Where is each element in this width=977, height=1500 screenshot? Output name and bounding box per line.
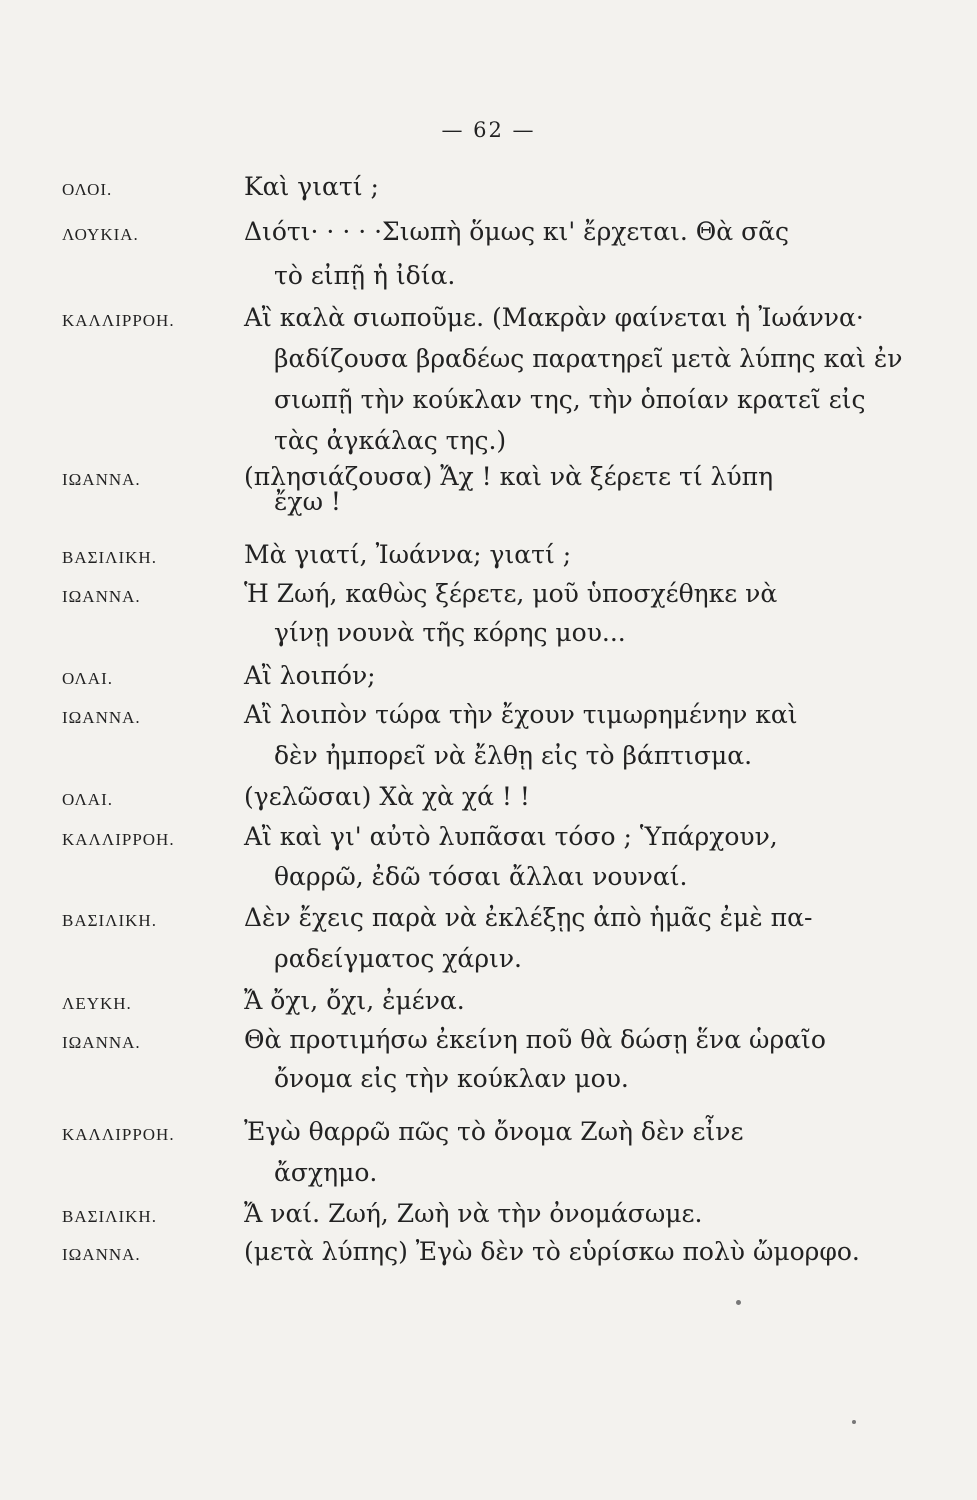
speech-line: (πλησιάζουσα) Ἄχ ! καὶ νὰ ξέρετε τί λύπη	[244, 462, 774, 491]
speaker-label: ΒΑΣΙΛΙΚΗ.	[62, 548, 157, 567]
speech-line: Δὲν ἔχεις παρὰ νὰ ἐκλέξῃς ἀπὸ ἡμᾶς ἐμὲ πα-	[244, 903, 813, 932]
speaker-label: ΚΑΛΛΙΡΡΟΗ.	[62, 1125, 175, 1144]
ink-speck	[852, 1420, 856, 1424]
page-number: — 62 —	[441, 118, 536, 142]
speech-line: βαδίζουσα βραδέως παρατηρεῖ μετὰ λύπης καὶ ἐν	[274, 344, 903, 373]
speech-line: Ἡ Ζωή, καθὼς ξέρετε, μοῦ ὑποσχέθηκε νὰ	[244, 579, 778, 608]
speech-line: Ἄ ὄχι, ὄχι, ἐμένα.	[244, 986, 465, 1015]
speech-line: τὸ εἰπῇ ἡ ἰδία.	[274, 261, 456, 290]
speech-line: (μετὰ λύπης) Ἐγὼ δὲν τὸ εὑρίσκω πολὺ ὤμορφο.	[244, 1237, 860, 1266]
speech-line: θαρρῶ, ἐδῶ τόσαι ἄλλαι νουναί.	[274, 862, 688, 891]
speech-line: Αἲ λοιπὸν τώρα τὴν ἔχουν τιμωρημένην καὶ	[244, 700, 798, 729]
speaker-label: ΒΑΣΙΛΙΚΗ.	[62, 911, 157, 930]
speech-line: τὰς ἀγκάλας της.)	[274, 426, 507, 455]
speech-line: σιωπῇ τὴν κούκλαν της, τὴν ὁποίαν κρατεῖ εἰς	[274, 385, 866, 414]
speaker-label: ΒΑΣΙΛΙΚΗ.	[62, 1207, 157, 1226]
speaker-label: ΟΛΟΙ.	[62, 180, 113, 199]
speaker-label: ΙΩΑΝΝΑ.	[62, 708, 141, 727]
speech-line: ὄνομα εἰς τὴν κούκλαν μου.	[274, 1064, 629, 1093]
speech-line: (γελῶσαι) Χὰ χὰ χά ! !	[244, 782, 530, 811]
speaker-label: ΚΑΛΛΙΡΡΟΗ.	[62, 830, 175, 849]
speech-line: δὲν ἠμπορεῖ νὰ ἔλθῃ εἰς τὸ βάπτισμα.	[274, 741, 753, 770]
speech-line: Μὰ γιατί, Ἰωάννα; γιατί ;	[244, 540, 572, 569]
speech-line: Αἲ καλὰ σιωποῦμε. (Μακρὰν φαίνεται ἡ Ἰωάννα·	[244, 303, 864, 332]
speech-line: ραδείγματος χάριν.	[274, 944, 522, 973]
speech-line: ἄσχημο.	[274, 1158, 378, 1187]
speaker-label: ΙΩΑΝΝΑ.	[62, 470, 141, 489]
speech-line: ἔχω !	[274, 487, 341, 516]
speech-line: Αἲ καὶ γι' αὐτὸ λυπᾶσαι τόσο ; Ὑπάρχουν,	[244, 822, 778, 851]
speech-line: Ἄ ναί. Ζωή, Ζωὴ νὰ τὴν ὀνομάσωμε.	[244, 1199, 703, 1228]
speech-line: γίνῃ νουνὰ τῆς κόρης μου...	[274, 618, 626, 647]
speaker-label: ΙΩΑΝΝΑ.	[62, 587, 141, 606]
speaker-label: ΙΩΑΝΝΑ.	[62, 1245, 141, 1264]
speaker-label: ΟΛΑΙ.	[62, 790, 113, 809]
ink-speck	[736, 1300, 741, 1305]
speaker-label: ΛΕΥΚΗ.	[62, 994, 132, 1013]
speech-line: Ἐγὼ θαρρῶ πῶς τὸ ὄνομα Ζωὴ δὲν εἶνε	[244, 1117, 744, 1146]
speech-line: Αἲ λοιπόν;	[244, 661, 376, 690]
speaker-label: ΛΟΥΚΙΑ.	[62, 225, 139, 244]
speech-line: Θὰ προτιμήσω ἐκείνη ποῦ θὰ δώσῃ ἕνα ὡραῖο	[244, 1025, 826, 1054]
speaker-label: ΚΑΛΛΙΡΡΟΗ.	[62, 311, 175, 330]
speaker-label: ΟΛΑΙ.	[62, 669, 113, 688]
speech-line: Καὶ γιατί ;	[244, 172, 379, 201]
speaker-label: ΙΩΑΝΝΑ.	[62, 1033, 141, 1052]
speech-line: Διότι· · · · ·Σιωπὴ ὅμως κι' ἔρχεται. Θὰ σᾶς	[244, 217, 790, 246]
